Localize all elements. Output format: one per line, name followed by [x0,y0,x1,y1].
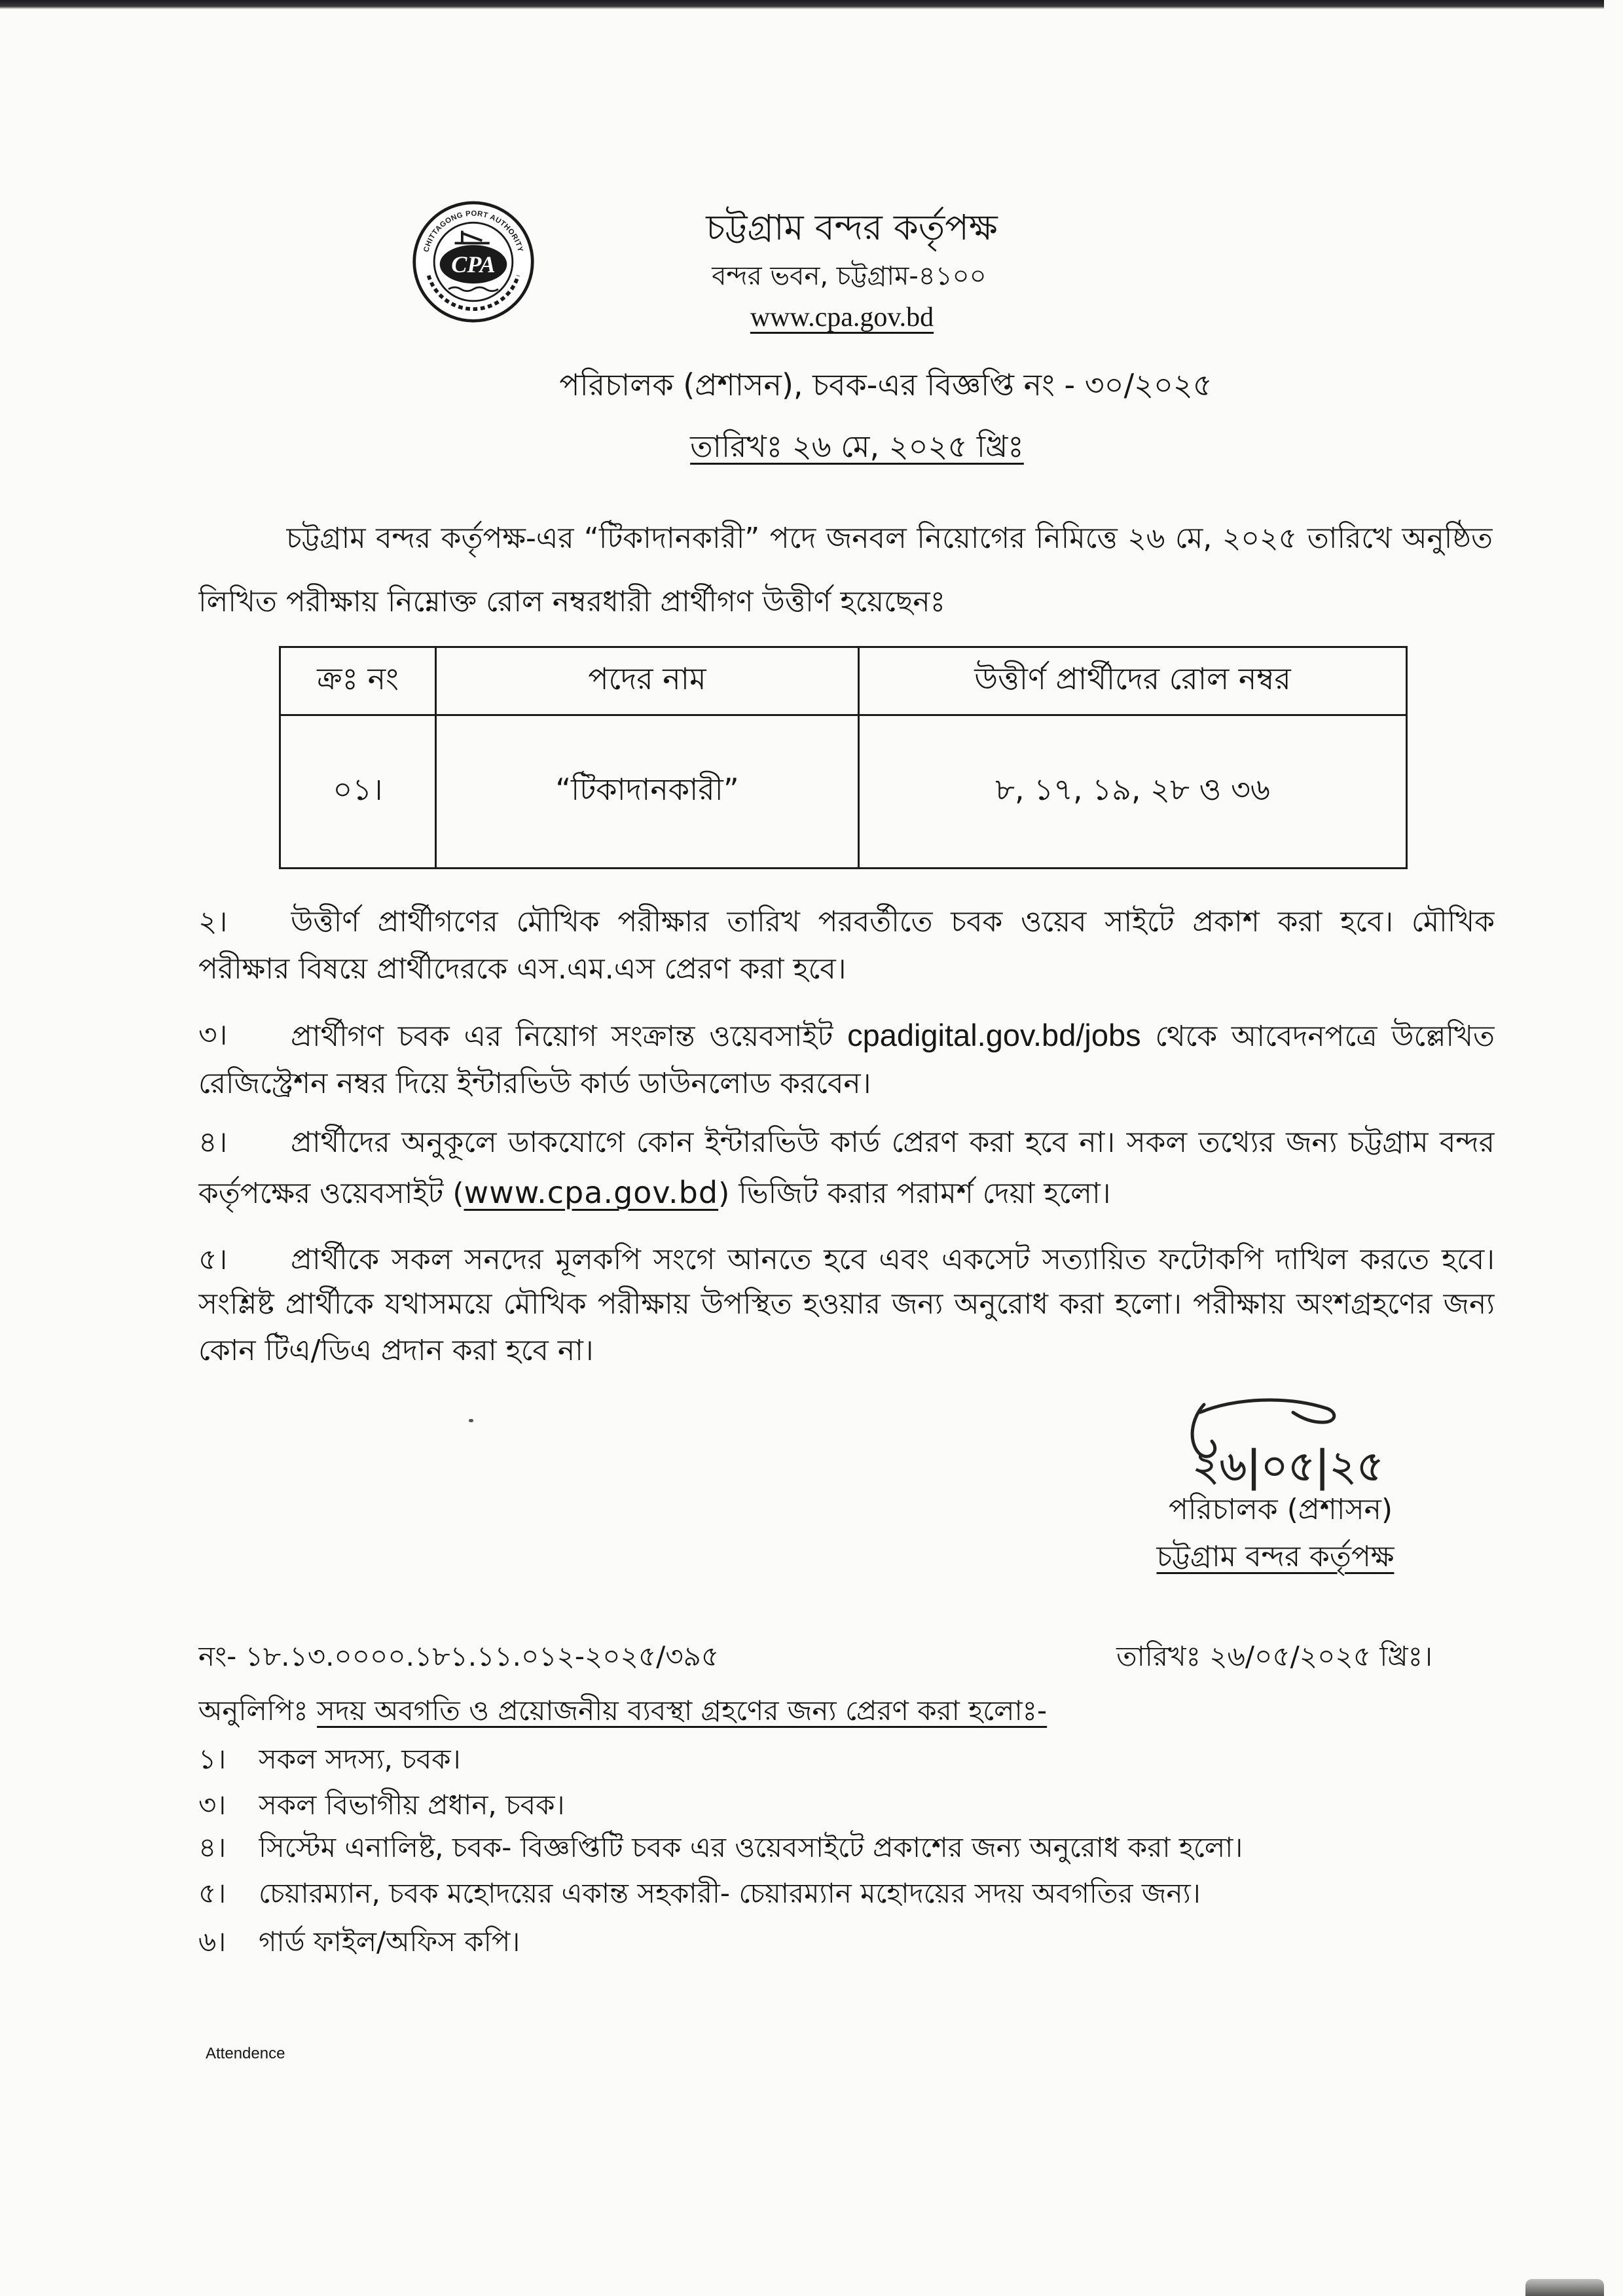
copy-recipient [198,1871,1495,1916]
scan-speck [469,1419,473,1422]
organization-website-text: www.cpa.gov.bd [750,302,934,332]
clause-text-segment: কর্তৃপক্ষের ওয়েবসাইট ( [198,1177,464,1210]
clause-4-line [198,1120,1495,1166]
clause-text: প্রার্থীকে সকল সনদের মূলকপি সংগে আনতে হবে এবং একসেট সত্যায়িত ফটোকপি দাখিল করতে হবে। [291,1243,1495,1276]
table-header-roll-numbers: উত্তীর্ণ প্রার্থীদের রোল নম্বর [859,647,1407,715]
clause-2-line: পরীক্ষার বিষয়ে প্রার্থীদেরকে এস.এম.এস প্রেরণ করা হবে। [198,952,847,986]
table-header-serial: ক্রঃ নং [280,647,436,715]
copy-recipient [198,1825,1495,1871]
clause-text: উত্তীর্ণ প্রার্থীগণের মৌখিক পরীক্ষার তারিখ পরবর্তীতে চবক ওয়েব সাইটে প্রকাশ করা হবে। মৌখিক [291,905,1495,939]
notice-reference: পরিচালক (প্রশাসন), চবক-এর বিজ্ঞপ্তি নং - ৩০/২০২৫ [559,367,1213,403]
table-header-row [280,647,1407,715]
clause-number: ২। [198,905,228,939]
scan-edge-top [0,0,1604,9]
clause-5-line: সংশ্লিষ্ট প্রার্থীকে যথাসময়ে মৌখিক পরীক্ষায় উপস্থিত হওয়ার জন্য অনুরোধ করা হলো। পরীক্ষায় অংশগ্রহণের জন্য [198,1287,1495,1321]
results-table [279,646,1408,869]
seal-center-text: CPA [451,251,496,278]
signature-date: ২৬|০৫|২৫ [1192,1443,1384,1491]
table-cell-post: “টিকাদানকারী” [436,715,859,869]
clause-5-line: কোন টিএ/ডিএ প্রদান করা হবে না। [198,1334,594,1367]
copy-label: অনুলিপিঃ [198,1695,308,1727]
intro-line: লিখিত পরীক্ষায় নিম্নোক্ত রোল নম্বরধারী প্রার্থীগণ উত্তীর্ণ হয়েছেনঃ [198,585,946,619]
signatory-title: পরিচালক (প্রশাসন) [1168,1493,1393,1526]
notice-date-text: তারিখঃ ২৬ মে, ২০২৫ খ্রিঃ [690,429,1024,464]
clause-number: ৪। [198,1126,228,1159]
organization-address: বন্দর ভবন, চট্টগ্রাম-৪১০০ [712,261,987,291]
cpa-website-url: www.cpa.gov.bd [464,1175,719,1210]
table-header-post: পদের নাম [436,647,859,715]
table-cell-serial: ০১। [280,715,436,869]
handwritten-signature [1162,1393,1450,1492]
recipient-number: ১। [198,1743,227,1775]
recipient-text: সকল বিভাগীয় প্রধান, চবক। [259,1789,565,1821]
scan-edge-bottom-right [1525,2279,1604,2296]
copy-recipient [198,1736,1495,1782]
intro-line: চট্টগ্রাম বন্দর কর্তৃপক্ষ-এর “টিকাদানকারী” পদে জনবল নিয়োগের নিমিত্তে ২৬ মে, ২০২৫ তারিখে অনুষ্ঠিত [286,522,1493,555]
recipient-text: গার্ড ফাইল/অফিস কপি। [259,1926,520,1958]
recipient-number: ৬। [198,1926,227,1958]
recipient-text: চেয়ারম্যান, চবক মহোদয়ের একান্ত সহকারী- চেয়ারম্যান মহোদয়ের সদয় অবগতির জন্য। [259,1877,1201,1909]
clause-number: ৩। [198,1018,228,1052]
table-row [280,715,1407,869]
clause-3-line: রেজিস্ট্রেশন নম্বর দিয়ে ইন্টারভিউ কার্ড ডাউনলোড করবেন। [198,1067,871,1100]
clause-text-segment: থেকে আবেদনপত্রে উল্লেখিত [1155,1020,1495,1053]
recipient-number: ৩। [198,1789,227,1821]
recipient-number: ৫। [198,1877,227,1909]
recipient-text: সকল সদস্য, চবক। [259,1743,461,1775]
copy-heading [198,1688,1377,1738]
copy-recipient [198,1782,1495,1828]
clause-text-segment: ) ভিজিট করার পরামর্শ দেয়া হলো। [718,1177,1111,1210]
clause-3-line [198,1013,1495,1058]
seal-ring-text: CHITTAGONG PORT AUTHORITY [422,209,524,253]
recipient-number: ৪। [198,1831,227,1863]
clause-2-line [198,899,1495,945]
signatory-organization [1079,1534,1472,1584]
copy-purpose: সদয় অবগতি ও প্রয়োজনীয় ব্যবস্থা গ্রহণের জন্য প্রেরণ করা হলোঃ- [317,1695,1048,1727]
copy-recipient [198,1919,1495,1965]
clause-text [291,1013,1495,1058]
memo-date: তারিখঃ ২৬/০৫/২০২৫ খ্রিঃ। [1116,1640,1432,1672]
organization-name: চট্টগ্রাম বন্দর কর্তৃপক্ষ [706,207,998,248]
memo-number: নং- ১৮.১৩.০০০০.১৮১.১১.০১২-২০২৫/৩৯৫ [198,1640,720,1672]
jobs-portal-url: cpadigital.gov.bd/jobs [847,1018,1141,1052]
clause-number: ৫। [198,1243,228,1276]
notice-date [464,423,1250,473]
clause-text-segment: প্রার্থীগণ চবক এর নিয়োগ সংক্রান্ত ওয়েবসাইট [291,1020,833,1053]
organization-website [449,296,1235,339]
clause-4-line [198,1170,1493,1215]
clause-text: প্রার্থীদের অনুকূলে ডাকযোগে কোন ইন্টারভিউ কার্ড প্রেরণ করা হবে না। সকল তথ্যের জন্য চট্টগ্রাম বন্দর [291,1126,1495,1159]
footer-note: Attendence [206,2045,285,2062]
signatory-organization-text: চট্টগ্রাম বন্দর কর্তৃপক্ষ [1156,1540,1395,1573]
table-cell-roll-numbers: ৮, ১৭, ১৯, ২৮ ও ৩৬ [859,715,1407,869]
clause-5-line [198,1237,1495,1283]
recipient-text: সিস্টেম এনালিষ্ট, চবক- বিজ্ঞপ্তিটি চবক এর ওয়েবসাইটে প্রকাশের জন্য অনুরোধ করা হলো। [259,1831,1243,1863]
